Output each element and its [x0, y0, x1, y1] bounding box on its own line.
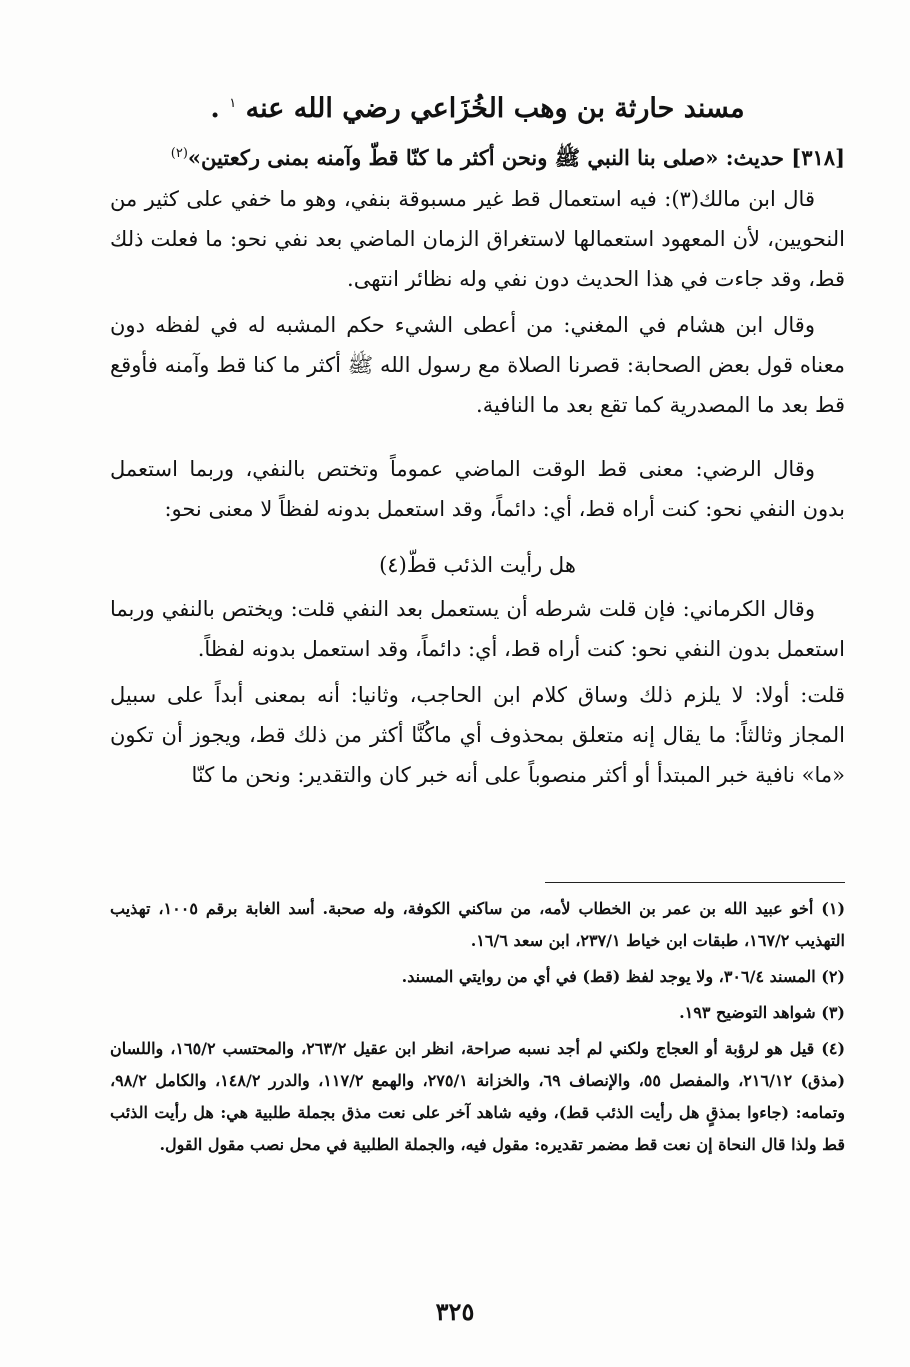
title-footnote-ref: ١: [229, 96, 237, 111]
spacer: [110, 431, 845, 449]
footnote-1: (١) أخو عبيد الله بن عمر بن الخطاب لأمه، من ساكني الكوفة، وله صحبة. أسد الغابة برقم ١٠٠٥، تهذيب التهذيب ١٦٧/٢، طبقات ابن خياط ٢٣٧/١، ابن سعد ١٦/٦.: [110, 899, 846, 950]
paragraph-ibn-malik: قال ابن مالك(٣): فيه استعمال قط غير مسبوقة بنفي، وهو ما خفي على كثير من النحويين، لأن المعهود استعمالها لاستغراق الزمان الماضي بعد نفي نحو: ما فعلت ذلك قط، وقد جاءت في هذا الحديث دون نفي وله نظائر انتهى.: [110, 187, 845, 291]
footnotes: [110, 893, 845, 1165]
poem-verse: هل رأيت الذئب قطّ(٤): [379, 553, 576, 577]
page-number: ٣٢٥: [435, 1297, 475, 1326]
main-text: [110, 84, 845, 801]
footnote-4: (٤) قيل هو لرؤبة أو العجاج ولكني لم أجد نسبه صراحة، انظر ابن عقيل ٢٦٣/٢، والمحتسب ١٦٥/٢، واللسان (مذق) ٢١٦/١٢، والمفصل ٥٥، والإنصاف ٦٩، والخزانة ٢٧٥/١، والهمع ١١٧/٢، والدرر ١٤٨/٢، والكامل ٩٨/٢، وتمامه: (جاءوا بمذقٍ هل رأيت الذئب قط)، وفيه شاهد آخر على نعت مذق بجملة طلبية هي: هل رأيت الذئب قط ولذا قال النحاة إن نعت قط مضمر تقديره: مقول فيه، والجملة الطلبية في محل نصب مقول القول.: [110, 1039, 846, 1154]
paragraph-answers: قلت: أولا: لا يلزم ذلك وساق كلام ابن الحاجب، وثانيا: أنه بمعنى أبداً على سبيل المجاز وثالثاً: ما يقال إنه متعلق بمحذوف أي ماكُنَّا أكثر من ذلك قط، ويجوز أن تكون «ما» نافية خبر المبتدأ أو أكثر منصوباً على أنه خبر كان والتقدير: ونحن ما كنّا: [110, 683, 845, 787]
footnote-separator: [545, 882, 845, 883]
hadith-heading: [110, 137, 845, 175]
hadith-footnote-ref: (٢): [170, 146, 188, 161]
paragraph-kirmani: وقال الكرماني: فإن قلت شرطه أن يستعمل بعد النفي قلت: ويختص بالنفي وربما استعمل بدون النفي نحو: كنت أراه قط، أي: دائماً، وقد استعمل بدونه لفظاً.: [110, 597, 845, 661]
title-end: .: [210, 93, 220, 124]
title-text: مسند حارثة بن وهب الخُزَاعي رضي الله عنه: [245, 93, 745, 124]
footnote-3: (٣) شواهد التوضيح ١٩٣.: [679, 1003, 845, 1022]
paragraph-radi: وقال الرضي: معنى قط الوقت الماضي عموماً وتختص بالنفي، وربما استعمل بدون النفي نحو: كنت أراه قط، أي: دائماً، وقد استعمل بدونه لفظاً لا معنى نحو:: [110, 457, 845, 521]
footnote-2: (٢) المسند ٣٠٦/٤، ولا يوجد لفظ (قط) في أي من روايتي المسند.: [401, 967, 845, 986]
hadith-number: [٣١٨]: [791, 145, 845, 170]
paragraph-ibn-hisham: وقال ابن هشام في المغني: من أعطى الشيء حكم المشبه له في لفظه دون معناه قول بعض الصحابة: قصرنا الصلاة مع رسول الله ﷺ أكثر ما كنا قط وآمنه فأوقع قط بعد ما المصدرية كما تقع بعد ما النافية.: [110, 313, 845, 417]
hadith-text: حديث: «صلى بنا النبي ﷺ ونحن أكثر ما كنّا قطّ وآمنه بمنى ركعتين»: [187, 145, 784, 170]
page-title: [110, 84, 845, 129]
